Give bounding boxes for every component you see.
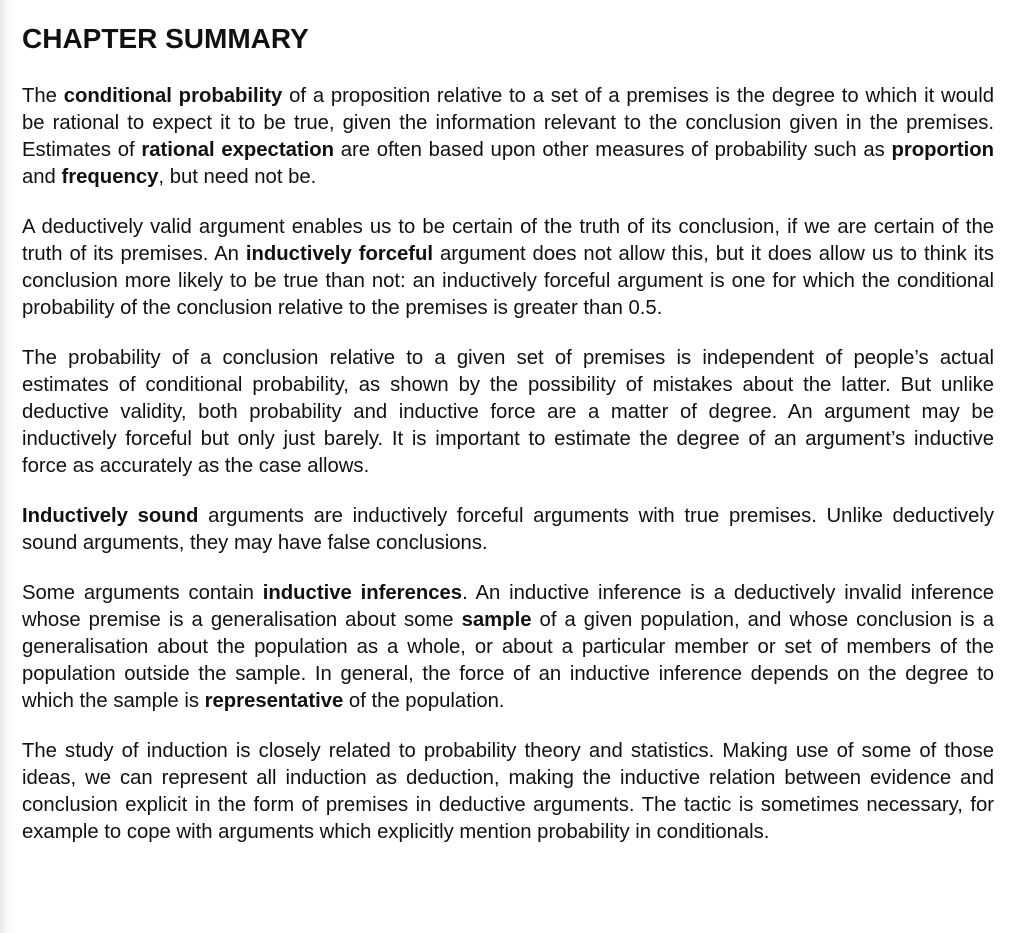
term-frequency: frequency [61, 166, 159, 188]
term-conditional-probability: conditional probability [63, 85, 283, 107]
paragraph-inductive-inferences: Some arguments contain inductive inferences. An inductive inference is a deductively invalid inference whose premise is a generalisation about some sample of a given population, and whose conclusion is a generalisation about the population as a whole, or about a particular member or set of members of the population outside the sample. In general, the force of an inductive inference depends on the degree to which the sample is representative of the population. [22, 582, 995, 712]
term-inductive-inferences: inductive inferences [262, 582, 463, 604]
term-proportion: proportion [891, 139, 994, 161]
term-inductively-sound: Inductively sound [22, 505, 199, 527]
chapter-summary-section [22, 22, 994, 869]
term-inductively-forceful: inductively forceful [245, 243, 434, 265]
paragraph-conditional-probability: The conditional probability of a proposition relative to a set of a premises is the degree to which it would be rational to expect it to be true, given the information relevant to the conclusion given in the premises. Estimates of rational expectation are often based upon other measures of probability such as proportion and frequency, but need not be. [22, 85, 994, 188]
chapter-title: CHAPTER SUMMARY [22, 23, 309, 54]
term-rational-expectation: rational expectation [141, 139, 335, 161]
paragraph-inductive-force: A deductively valid argument enables us to be certain of the truth of its conclusion, if we are certain of the truth of its premises. An inductively forceful argument does not allow this, but it does allow us to think its conclusion more likely to be true than not: an inductively forceful argument is one for which the conditional probability of the conclusion relative to the premises is greater than 0.5. [22, 216, 994, 319]
term-sample: sample [461, 609, 532, 631]
paragraph-induction-statistics: The study of induction is closely related to probability theory and statistics. Making use of some of those ideas, we can represent all induction as deduction, making the inductive relation between evidence and conclusion explicit in the form of premises in deductive arguments. The tactic is sometimes necessary, for example to cope with arguments which explicitly mention probability in conditionals. [22, 740, 994, 843]
term-representative: representative [204, 690, 344, 712]
paragraph-inductively-sound: Inductively sound arguments are inductively forceful arguments with true premises. Unlike deductively sound arguments, they may have false conclusions. [22, 505, 995, 554]
paragraph-probability-degree: The probability of a conclusion relative to a given set of premises is independent of people’s actual estimates of conditional probability, as shown by the possibility of mistakes about the latter. But unlike deductive validity, both probability and inductive force are a matter of degree. An argument may be inductively forceful but only just barely. It is important to estimate the degree of an argument’s inductive force as accurately as the case allows. [22, 347, 994, 477]
